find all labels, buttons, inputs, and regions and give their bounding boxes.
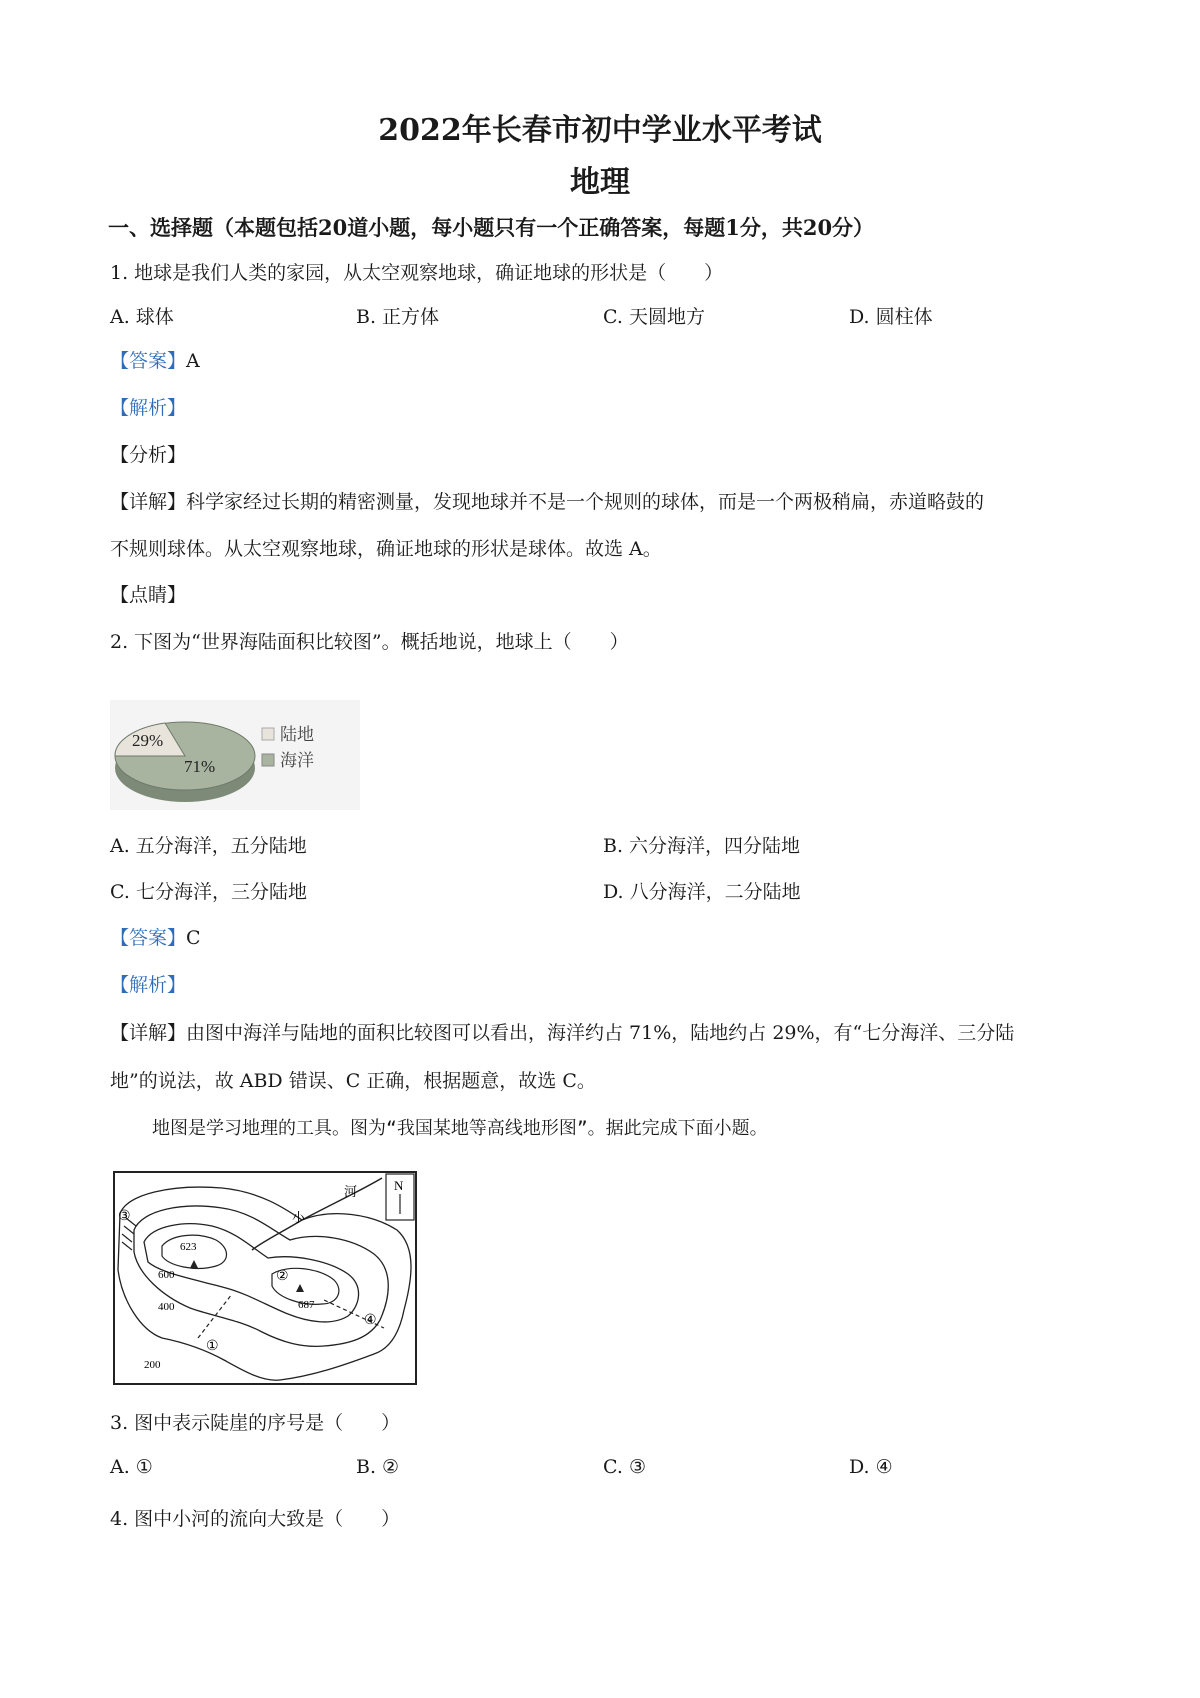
marker-3: ③ (118, 1208, 131, 1224)
detail-text: 科学家经过长期的精密测量，发现地球并不是一个规则的球体，而是一个两极稍扁，赤道略鼓的 (186, 491, 985, 513)
legend-land-label: 陆地 (280, 725, 314, 745)
q1-option-c: C. 天圆地方 (603, 306, 705, 328)
q2-answer (110, 923, 201, 950)
river-label-1: 小 (292, 1211, 306, 1226)
q2-detail-line1 (110, 1018, 1014, 1045)
q2-option-b: B. 六分海洋，四分陆地 (603, 835, 801, 857)
pie-chart-svg (110, 700, 360, 810)
q3-option-d: D. ④ (849, 1456, 893, 1478)
q2-stem: 2. 下图为“世界海陆面积比较图”。概括地说，地球上（ ） (110, 631, 629, 653)
q1-fenxi-tag: 【分析】 (110, 444, 187, 466)
q2-analysis-tag: 【解析】 (110, 974, 187, 996)
q1-option-d: D. 圆柱体 (849, 306, 933, 328)
q1-option-a: A. 球体 (110, 306, 174, 328)
marker-2: ② (276, 1268, 289, 1284)
ocean-pct-label: 71% (184, 757, 216, 776)
q1-stem: 1. 地球是我们人类的家园，从太空观察地球，确证地球的形状是（ ） (110, 262, 724, 284)
q2-option-d: D. 八分海洋，二分陆地 (603, 881, 801, 903)
contour-200-label: 200 (144, 1359, 161, 1371)
contour-600-label: 600 (158, 1269, 175, 1281)
q3-option-c: C. ③ (603, 1456, 646, 1478)
section-heading: 一、选择题（本题包括20道小题，每小题只有一个正确答案，每题1分，共20分） (108, 215, 875, 240)
q3-option-b: B. ② (356, 1456, 400, 1478)
answer-tag: 【答案】 (110, 927, 187, 949)
q2-option-c: C. 七分海洋，三分陆地 (110, 881, 307, 903)
land-pct-label: 29% (132, 731, 164, 750)
q2-detail-line2: 地”的说法，故 ABD 错误、C 正确，根据题意，故选 C。 (110, 1070, 596, 1092)
marker-1: ① (206, 1338, 219, 1354)
detail-tag: 【详解】 (110, 1022, 187, 1044)
contour-400-label: 400 (158, 1301, 175, 1313)
q3-stem: 3. 图中表示陡崖的序号是（ ） (110, 1412, 401, 1434)
exam-title: 2022年长春市初中学业水平考试 (378, 113, 822, 148)
peak-687-label: 687 (298, 1299, 315, 1311)
legend-ocean-label: 海洋 (280, 751, 314, 771)
map-intro: 地图是学习地理的工具。图为“我国某地等高线地形图”。据此完成下面小题。 (152, 1118, 768, 1139)
q1-detail-line1 (110, 487, 984, 514)
q3-option-a: A. ① (110, 1456, 153, 1478)
legend-land-swatch (262, 728, 274, 740)
answer-tag: 【答案】 (110, 350, 187, 372)
land-ocean-figure (110, 700, 360, 810)
legend-ocean-swatch (262, 754, 274, 766)
marker-4: ④ (364, 1312, 377, 1328)
detail-tag: 【详解】 (110, 491, 187, 513)
q1-analysis-tag: 【解析】 (110, 397, 187, 419)
contour-map-svg (112, 1170, 420, 1388)
detail-text: 由图中海洋与陆地的面积比较图可以看出，海洋约占 71%，陆地约占 29%，有“七分海洋、三分陆 (186, 1022, 1015, 1044)
q4-stem: 4. 图中小河的流向大致是（ ） (110, 1508, 401, 1530)
q1-dianjing-tag: 【点睛】 (110, 584, 187, 606)
river-label-2: 河 (344, 1185, 358, 1200)
answer-value: C (186, 927, 201, 949)
north-label: N (394, 1178, 404, 1193)
q1-option-b: B. 正方体 (356, 306, 440, 328)
answer-value: A (186, 350, 200, 372)
q1-answer (110, 346, 200, 373)
q1-detail-line2: 不规则球体。从太空观察地球，确证地球的形状是球体。故选 A。 (110, 538, 662, 560)
peak-623-label: 623 (180, 1241, 197, 1253)
q2-option-a: A. 五分海洋，五分陆地 (110, 835, 307, 857)
subject-title: 地理 (570, 165, 630, 200)
contour-map-figure (112, 1170, 420, 1388)
